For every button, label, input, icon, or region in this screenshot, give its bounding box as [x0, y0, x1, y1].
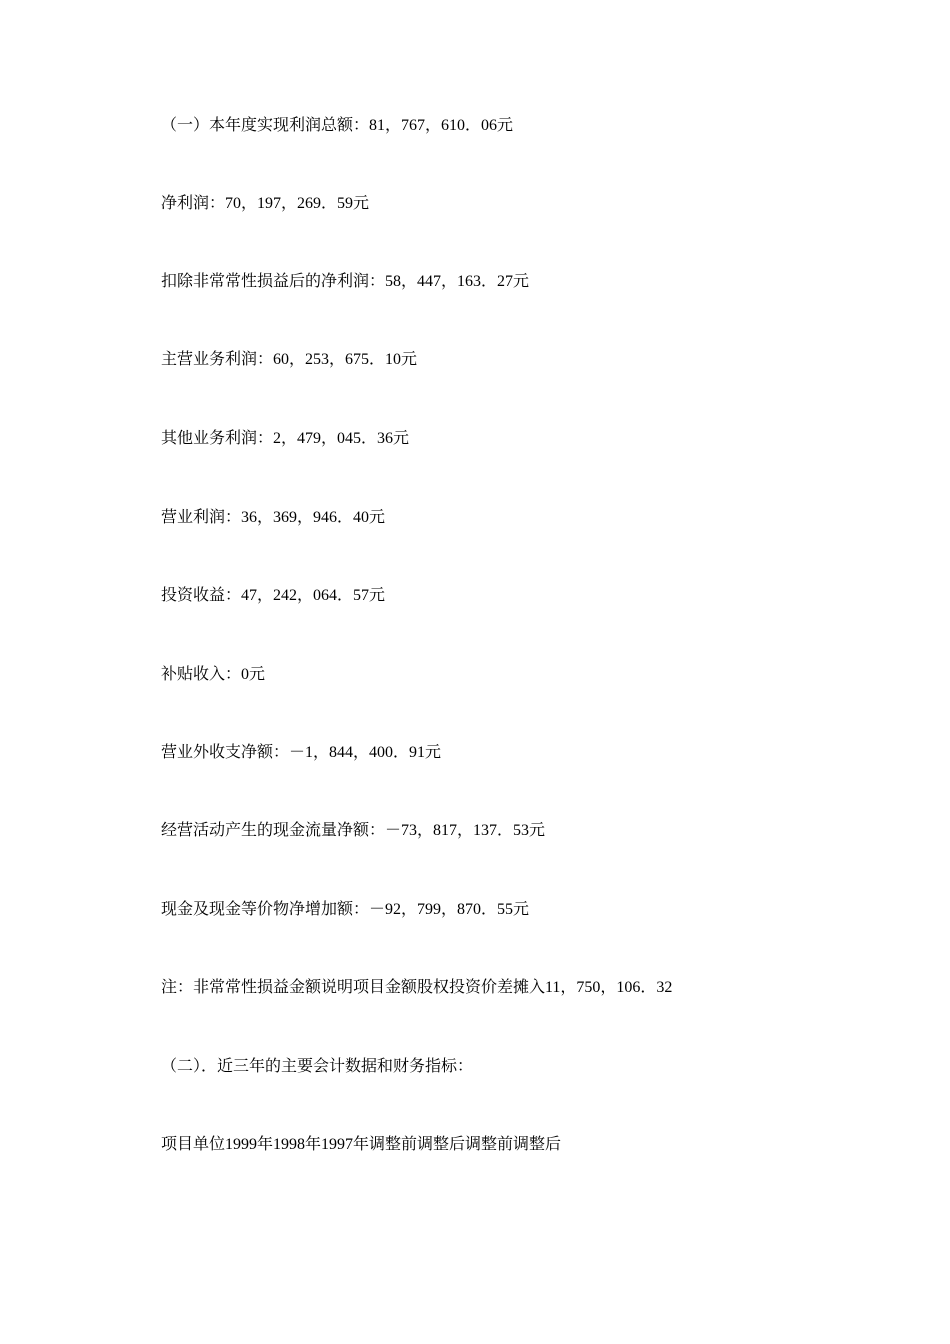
- net-profit-after-nonrecurring-line: 扣除非常常性损益后的净利润：58，447，163．27元: [161, 273, 530, 290]
- net-profit-line: 净利润：70，197，269．59元: [161, 195, 370, 212]
- investment-income-line: 投资收益：47，242，064．57元: [161, 587, 386, 604]
- main-business-profit-line: 主营业务利润：60，253，675．10元: [161, 351, 418, 368]
- subsidy-income-line: 补贴收入：0元: [161, 666, 266, 683]
- other-business-profit-line: 其他业务利润：2，479，045．36元: [161, 430, 410, 447]
- table-header-line: 项目单位1999年1998年1997年调整前调整后调整前调整后: [161, 1136, 562, 1153]
- operating-profit-line: 营业利润：36，369，946．40元: [161, 509, 386, 526]
- operating-cash-flow-line: 经营活动产生的现金流量净额：－73，817，137．53元: [161, 822, 546, 839]
- total-profit-line: （一）本年度实现利润总额：81，767，610．06元: [161, 117, 514, 134]
- cash-equivalent-increase-line: 现金及现金等价物净增加额：－92，799，870．55元: [161, 901, 530, 918]
- nonrecurring-note-line: 注：非常常性损益金额说明项目金额股权投资价差摊入11，750，106．32: [161, 979, 673, 996]
- non-operating-net-line: 营业外收支净额：－1，844，400．91元: [161, 744, 442, 761]
- section-two-heading: （二）．近三年的主要会计数据和财务指标：: [161, 1058, 474, 1075]
